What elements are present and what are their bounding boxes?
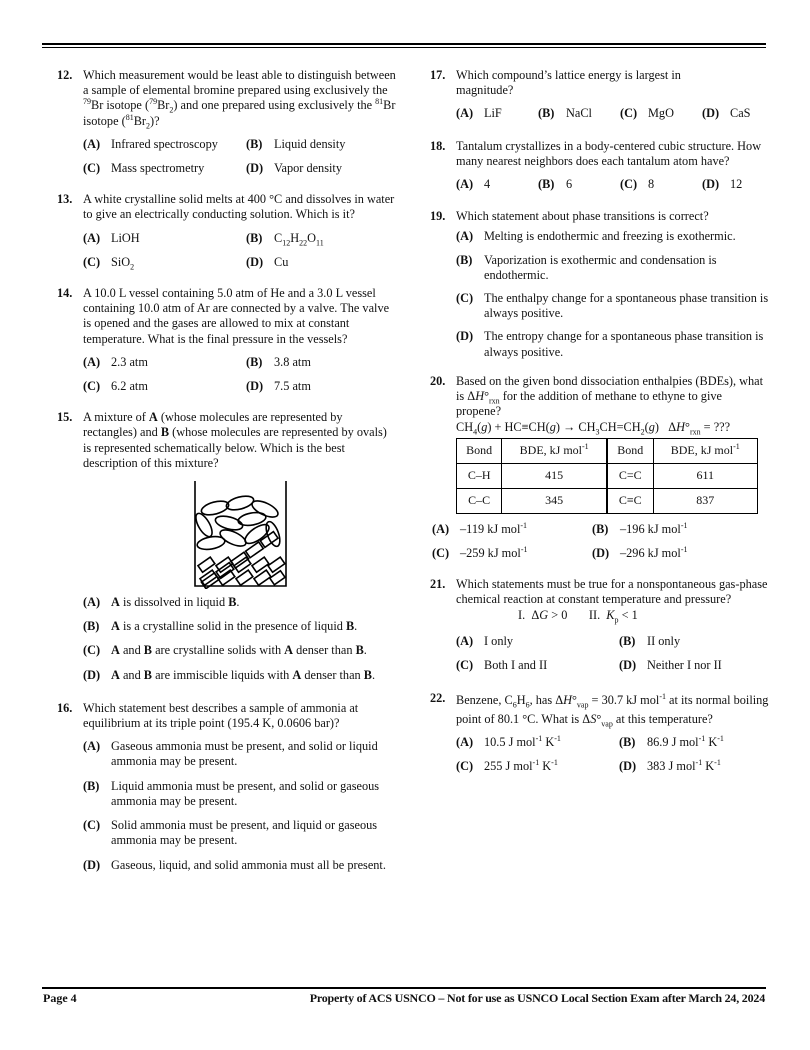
question-stem: Which measurement would be least able to distinguish between a sample of elemental bromine prepared using exclusively the $^{79}$Br isotope $(^{79}Br_2)$ and one prepared using exclusively the $^{81}$Br isotope $(^{81}Br_2)$? (83, 68, 396, 131)
question-number: 15. (57, 410, 73, 425)
footer-rule (42, 987, 766, 989)
question-number: 17. (430, 68, 446, 82)
question-number: 14. (57, 286, 73, 301)
question-number: 12. (57, 68, 73, 82)
left-column (57, 68, 397, 882)
statement-list: I. ΔG > 0 II. $K_p < 1$ (518, 608, 638, 625)
option-c[interactable]: (C) 255 J mol$^{-1}$ $K^{-1}$ (456, 758, 558, 774)
option-b[interactable]: (B) 3.8 atm (246, 354, 311, 369)
option-a[interactable]: (A) –119 kJ mol$^{-1}$ (432, 520, 528, 536)
option-c[interactable]: (C) 8 (620, 177, 655, 192)
option-a[interactable]: (A) 2.3 atm (83, 354, 148, 369)
question-number: 21. (430, 577, 446, 592)
option-b[interactable]: (B) Vaporization is exothermic and condensation is endothermic. (456, 252, 717, 282)
table-cell: C≡C (607, 488, 653, 513)
option-d[interactable]: (D) 12 (702, 177, 743, 192)
table-cell: C–H (457, 463, 502, 488)
option-b[interactable]: (B) II only (619, 633, 681, 648)
option-a[interactable]: (A) Infrared spectroscopy (83, 136, 218, 151)
beaker-diagram (191, 479, 291, 589)
question-stem: Which statement best describes a sample of ammonia at equilibrium at its triple point (195.4 K, 0.0606 bar)? (83, 700, 359, 731)
table-cell: C=C (607, 463, 653, 488)
question-17 (430, 68, 770, 122)
option-d[interactable]: (D) CaS (702, 106, 751, 121)
question-stem: A mixture of A (whose molecules are represented by rectangles) and B (whose molecules are represented by ovals) is represented schematically below. Which is the best description of this mixture? (83, 410, 387, 470)
question-number: 20. (430, 373, 446, 388)
table-header: BDE, kJ mol$^{-1}$ (653, 438, 757, 463)
option-a[interactable]: (A) Gaseous ammonia must be present, and solid or liquid ammonia may be present. (83, 739, 378, 769)
question-stem: Which compound’s lattice energy is largest in magnitude? (456, 68, 681, 98)
option-c[interactable]: (C) MgO (620, 106, 674, 121)
option-c[interactable]: (C) –259 kJ mol$^{-1}$ (432, 544, 528, 560)
option-c[interactable]: (C) SiO$_2$ (83, 254, 135, 272)
option-a[interactable]: (A) I only (456, 633, 514, 648)
table-row (457, 488, 758, 513)
option-b[interactable]: (B) 6 (538, 177, 573, 192)
question-20 (430, 374, 770, 561)
question-number: 13. (57, 192, 73, 207)
table-header: BDE, kJ mol$^{-1}$ (502, 438, 607, 463)
table-header-row (457, 438, 758, 463)
option-c[interactable]: (C) A and B are crystalline solids with A denser than B. (83, 643, 367, 658)
option-a[interactable]: (A) LiF (456, 106, 502, 121)
question-19 (430, 209, 770, 360)
option-a[interactable]: (A) 10.5 J mol$^{-1}$ $K^{-1}$ (456, 733, 561, 750)
question-14 (57, 286, 397, 394)
question-stem: Based on the given bond dissociation enthalpies (BDEs), what is $\Delta H^\circ_{rxn}$ for the addition of methane to ethyne to give propene? (456, 373, 764, 419)
question-stem: Which statement about phase transitions is correct? (456, 209, 709, 224)
option-c[interactable]: (C) 6.2 atm (83, 379, 148, 394)
right-column (430, 68, 770, 774)
question-number: 16. (57, 700, 73, 715)
option-c[interactable]: (C) Mass spectrometry (83, 161, 205, 176)
table-cell: 415 (502, 463, 607, 488)
option-a[interactable]: (A) LiOH (83, 230, 140, 245)
page-number: Page 4 (43, 991, 77, 1005)
bde-table (456, 438, 758, 514)
table-cell: 611 (653, 463, 757, 488)
option-d[interactable]: (D) Neither I nor II (619, 657, 722, 672)
option-b[interactable]: (B) Liquid ammonia must be present, and solid or gaseous ammonia may be present. (83, 778, 380, 808)
question-stem: Benzene, $C_6H_6$, has $\Delta H^\circ_{vap} = 30.7$ kJ mol$^{-1}$ at its normal boiling point of 80.1 °C. What is $\Delta S^\circ_{vap}$ at this temperature? (456, 691, 769, 729)
option-c[interactable]: (C) Solid ammonia must be present, and liquid or gaseous ammonia may be present. (83, 818, 378, 848)
question-stem: Which statements must be true for a nonspontaneous gas-phase chemical reaction at constant temperature and pressure? (456, 577, 768, 607)
table-cell: 837 (653, 488, 757, 513)
option-d[interactable]: (D) Vapor density (246, 161, 342, 176)
question-16 (57, 701, 397, 873)
mixture-schematic-icon (191, 479, 291, 589)
option-d[interactable]: (D) Gaseous, liquid, and solid ammonia must all be present. (83, 857, 386, 872)
question-number: 22. (430, 691, 446, 706)
option-c[interactable]: (C) Both I and II (456, 657, 548, 672)
option-b[interactable]: (B) Liquid density (246, 136, 346, 151)
option-d[interactable]: (D) 383 J mol$^{-1}$ $K^{-1}$ (619, 758, 721, 774)
question-15 (57, 410, 397, 683)
question-stem: A white crystalline solid melts at 400 °C and dissolves in water to give an electrically conducting solution. Which is it? (83, 192, 395, 222)
reaction-equation: $CH_4(g) + HC\equiv CH(g) \to CH_3CH=CH_2(g) \Delta H^\circ_{rxn}$ = ??? (456, 420, 731, 437)
option-b[interactable]: (B) $C_{12}H_{22}O_{11}$ (246, 230, 324, 248)
table-cell: 345 (502, 488, 607, 513)
option-a[interactable]: (A) A is dissolved in liquid B. (83, 595, 240, 610)
question-number: 19. (430, 209, 446, 224)
header-rule-thin (42, 47, 766, 48)
option-d[interactable]: (D) The entropy change for a spontaneous phase transition is always positive. (456, 329, 764, 359)
table-header: Bond (607, 438, 653, 463)
question-18 (430, 139, 770, 193)
question-12 (57, 68, 397, 176)
footer-notice: Property of ACS USNCO – Not for use as USNCO Local Section Exam after March 24, 2024 (309, 991, 765, 1005)
header-rule (42, 43, 766, 45)
question-21 (430, 577, 770, 673)
option-b[interactable]: (B) 86.9 J mol$^{-1}$ $K^{-1}$ (619, 733, 724, 750)
option-b[interactable]: (B) –196 kJ mol$^{-1}$ (592, 520, 688, 536)
option-b[interactable]: (B) NaCl (538, 106, 592, 121)
question-13 (57, 192, 397, 270)
option-a[interactable]: (A) 4 (456, 177, 491, 192)
option-b[interactable]: (B) A is a crystalline solid in the presence of liquid B. (83, 619, 358, 634)
question-number: 18. (430, 138, 446, 153)
option-d[interactable]: (D) A and B are immiscible liquids with A denser than B. (83, 667, 376, 682)
table-row (457, 463, 758, 488)
question-stem: Tantalum crystallizes in a body-centered cubic structure. How many nearest neighbors does each tantalum atom have? (456, 138, 762, 168)
table-header: Bond (457, 438, 502, 463)
option-a[interactable]: (A) Melting is endothermic and freezing is exothermic. (456, 229, 736, 244)
question-stem: A 10.0 L vessel containing 5.0 atm of He and a 3.0 L vessel containing 10.0 atm of Ar are connected by a valve. The valve is opened and the gases are allowed to mix at constant temperature. What is the final pressure in the vessels? (83, 286, 390, 346)
option-d[interactable]: (D) –296 kJ mol$^{-1}$ (592, 544, 688, 560)
option-c[interactable]: (C) The enthalpy change for a spontaneous phase transition is always positive. (456, 291, 769, 321)
option-d[interactable]: (D) Cu (246, 254, 289, 269)
question-22 (430, 691, 770, 774)
table-cell: C–C (457, 488, 502, 513)
option-d[interactable]: (D) 7.5 atm (246, 379, 311, 394)
